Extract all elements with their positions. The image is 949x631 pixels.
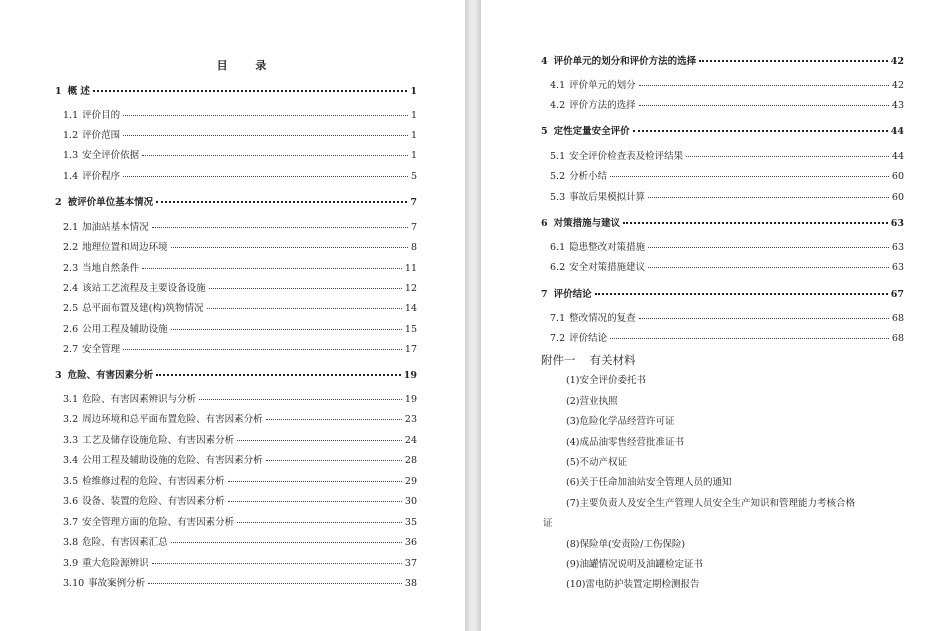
toc-leader-dots: [123, 107, 408, 116]
toc-entry-number: 1.2: [63, 130, 79, 141]
toc-entry-title: 安全对策措施建议: [569, 262, 646, 273]
toc-entry-number: 7.1: [550, 313, 566, 324]
toc-entry-title: 公用工程及辅助设施: [82, 324, 168, 335]
toc-leader-dots: [237, 432, 402, 441]
toc-entry-page: 11: [404, 263, 417, 274]
toc-entry-page: 29: [404, 476, 417, 487]
toc-entry-title: 检维修过程的危险、有害因素分析: [82, 476, 225, 487]
toc-entry-title: 工艺及储存设施危险、有害因素分析: [82, 435, 235, 446]
toc-entry-number: 2.6: [63, 324, 79, 335]
toc-entry-title: 危险、有害因素辨识与分析: [82, 394, 197, 405]
toc-leader-dots: [610, 330, 889, 339]
toc-entry-number: 1.4: [63, 171, 79, 182]
annex-item: (4)成品油零售经营批准证书: [566, 437, 684, 448]
toc-leader-dots: [228, 493, 402, 502]
toc-leader-dots: [171, 534, 402, 543]
toc-entry-number: 4.2: [550, 100, 566, 111]
toc-leader-dots: [152, 219, 408, 228]
toc-entry-number: 1.1: [63, 110, 79, 121]
toc-entry[interactable]: [55, 195, 417, 209]
toc-entry-title: 安全评价依据: [82, 150, 140, 161]
annex-heading: [541, 352, 636, 368]
toc-entry-number: 7.2: [550, 333, 566, 344]
toc-entry-page: 8: [410, 242, 417, 253]
toc-leader-dots: [237, 514, 402, 523]
toc-leader-dots: [171, 321, 402, 330]
toc-entry[interactable]: [550, 150, 904, 163]
annex-item: (2)营业执照: [566, 396, 618, 407]
toc-entry-number: 3.5: [63, 476, 79, 487]
toc-entry-title: 总平面布置及建(构)筑物情况: [82, 303, 204, 314]
toc-entry-title: 分析小结: [569, 171, 608, 182]
toc-entry-title: 评价方法的选择: [569, 100, 636, 111]
toc-entry-page: 19: [403, 370, 417, 381]
toc-entry[interactable]: [550, 261, 904, 274]
toc-entry-page: 36: [404, 537, 417, 548]
toc-leader-dots: [142, 260, 402, 269]
toc-entry-page: 24: [404, 435, 417, 446]
toc-entry[interactable]: [550, 170, 904, 183]
toc-entry-page: 1: [410, 150, 417, 161]
toc-entry-page: 35: [404, 517, 417, 528]
page-gutter: [465, 0, 481, 631]
annex-item: (5)不动产权证: [566, 457, 627, 468]
toc-leader-dots: [199, 391, 402, 400]
toc-entry-number: 3: [55, 370, 62, 381]
toc-entry-title: 危险、有害因素汇总: [82, 537, 168, 548]
toc-entry-number: 6.1: [550, 242, 566, 253]
toc-entry-number: 2: [55, 197, 62, 208]
toc-entry[interactable]: [55, 368, 417, 382]
toc-entry[interactable]: [550, 191, 904, 204]
toc-entry-number: 2.5: [63, 303, 79, 314]
toc-leader-dots: [610, 168, 889, 177]
toc-entry-page: 23: [404, 414, 417, 425]
toc-entry-page: 17: [404, 344, 417, 355]
toc-leader-dots: [209, 280, 402, 289]
toc-entry[interactable]: [63, 557, 417, 570]
toc-entry[interactable]: [550, 99, 904, 112]
toc-entry[interactable]: [63, 149, 417, 162]
toc-leader-dots: [595, 285, 888, 295]
toc-entry-page: 7: [410, 197, 417, 208]
toc-entry[interactable]: [541, 54, 904, 68]
toc-entry-title: 危险、有害因素分析: [67, 370, 154, 381]
toc-leader-dots: [639, 97, 889, 106]
toc-entry-number: 5.3: [550, 192, 566, 203]
toc-entry-number: 1: [55, 86, 62, 97]
toc-entry-number: 3.4: [63, 455, 79, 466]
toc-entry[interactable]: [63, 241, 417, 254]
toc-entry-page: 63: [891, 262, 904, 273]
toc-entry-title: 周边环境和总平面布置危险、有害因素分析: [82, 414, 263, 425]
toc-entry[interactable]: [63, 129, 417, 142]
toc-entry[interactable]: [550, 79, 904, 92]
toc-entry[interactable]: [63, 323, 417, 336]
toc-entry-number: 3.6: [63, 496, 79, 507]
toc-leader-dots: [142, 147, 408, 156]
toc-entry-page: 37: [404, 558, 417, 569]
toc-entry[interactable]: [63, 516, 417, 529]
toc-entry[interactable]: [63, 170, 417, 183]
toc-entry-number: 1.3: [63, 150, 79, 161]
toc-leader-dots: [148, 575, 402, 584]
annex-item: (6)关于任命加油站安全管理人员的通知: [566, 477, 732, 488]
toc-leader-dots: [93, 82, 407, 92]
toc-leader-dots: [152, 555, 402, 564]
toc-entry-number: 3.1: [63, 394, 79, 405]
toc-leader-dots: [266, 452, 402, 461]
annex-item: (7)主要负责人及安全生产管理人员安全生产知识和管理能力考核合格: [566, 498, 855, 509]
toc-entry-number: 5: [541, 126, 548, 137]
toc-entry-title: 安全管理方面的危险、有害因素分析: [82, 517, 235, 528]
toc-entry[interactable]: [63, 413, 417, 426]
toc-leader-dots: [699, 52, 888, 62]
toc-entry-number: 3.10: [63, 578, 85, 589]
annex-item: (3)危险化学品经营许可证: [566, 416, 675, 427]
toc-leader-dots: [123, 168, 408, 177]
toc-entry[interactable]: [63, 434, 417, 447]
toc-entry-number: 3.2: [63, 414, 79, 425]
toc-entry-number: 3.3: [63, 435, 79, 446]
toc-entry-number: 3.7: [63, 517, 79, 528]
toc-entry-page: 28: [404, 455, 417, 466]
toc-entry[interactable]: [541, 216, 904, 230]
toc-entry-number: 3.9: [63, 558, 79, 569]
toc-entry-page: 43: [891, 100, 904, 111]
toc-entry[interactable]: [541, 124, 904, 138]
toc-leader-dots: [207, 300, 402, 309]
toc-entry[interactable]: [550, 241, 904, 254]
toc-entry-title: 评价目的: [82, 110, 121, 121]
toc-leader-dots: [648, 259, 889, 268]
toc-entry-number: 3.8: [63, 537, 79, 548]
toc-entry[interactable]: [63, 221, 417, 234]
annex-item: (1)安全评价委托书: [566, 375, 646, 386]
toc-entry-page: 38: [404, 578, 417, 589]
toc-entry-page: 1: [410, 86, 417, 97]
toc-entry-page: 44: [890, 126, 904, 137]
toc-leader-dots: [633, 122, 888, 132]
toc-entry-page: 1: [410, 130, 417, 141]
toc-entry-page: 60: [891, 171, 904, 182]
toc-leader-dots: [228, 473, 402, 482]
toc-leader-dots: [171, 239, 408, 248]
toc-entry-title: 加油站基本情况: [82, 222, 149, 233]
toc-entry-title: 公用工程及辅助设施的危险、有害因素分析: [82, 455, 263, 466]
toc-entry-title: 评价范围: [82, 130, 121, 141]
toc-entry-page: 63: [891, 242, 904, 253]
toc-entry-title: 评价单元的划分: [569, 80, 636, 91]
toc-entry-title: 被评价单位基本情况: [67, 197, 154, 208]
toc-entry-page: 67: [890, 289, 904, 300]
toc-entry-number: 2.1: [63, 222, 79, 233]
toc-entry-number: 2.4: [63, 283, 79, 294]
toc-entry[interactable]: [550, 332, 904, 345]
toc-entry-title: 对策措施与建议: [553, 218, 621, 229]
toc-entry-page: 68: [891, 333, 904, 344]
toc-entry[interactable]: [63, 577, 417, 590]
toc-leader-dots: [686, 148, 889, 157]
toc-entry-title: 重大危险源辨识: [82, 558, 149, 569]
toc-entry-title: 事故后果模拟计算: [569, 192, 646, 203]
toc-leader-dots: [156, 366, 401, 376]
annex-item: (9)油罐情况说明及油罐检定证书: [566, 559, 703, 570]
toc-entry[interactable]: [63, 109, 417, 122]
toc-entry-number: 4: [541, 56, 548, 67]
toc-entry-title: 评价结论: [569, 333, 608, 344]
toc-entry-page: 42: [891, 80, 904, 91]
toc-entry-title: 安全管理: [82, 344, 121, 355]
annex-title: 有关材料: [589, 353, 636, 367]
toc-entry-page: 42: [890, 56, 904, 67]
toc-entry[interactable]: [541, 287, 904, 301]
toc-entry[interactable]: [63, 536, 417, 549]
toc-entry-title: 安全评价检查表及检评结果: [569, 151, 684, 162]
toc-leader-dots: [623, 214, 888, 224]
toc-entry[interactable]: [63, 495, 417, 508]
toc-entry-page: 5: [410, 171, 417, 182]
toc-entry-page: 19: [404, 394, 417, 405]
toc-leader-dots: [266, 411, 402, 420]
annex-item: 证: [543, 518, 553, 529]
toc-entry-page: 68: [891, 313, 904, 324]
toc-entry[interactable]: [63, 475, 417, 488]
toc-entry-number: 7: [541, 289, 548, 300]
toc-entry-title: 定性定量安全评价: [553, 126, 630, 137]
toc-leader-dots: [648, 239, 889, 248]
toc-entry-number: 5.2: [550, 171, 566, 182]
toc-entry-title: 设备、装置的危险、有害因素分析: [82, 496, 225, 507]
toc-entry[interactable]: [63, 343, 417, 356]
toc-entry-number: 6: [541, 218, 548, 229]
toc-entry-title: 当地自然条件: [82, 263, 140, 274]
toc-entry-number: 2.3: [63, 263, 79, 274]
toc-entry-page: 15: [404, 324, 417, 335]
toc-leader-dots: [156, 193, 407, 203]
toc-entry-number: 2.2: [63, 242, 79, 253]
toc-entry[interactable]: [63, 454, 417, 467]
toc-entry[interactable]: [63, 302, 417, 315]
toc-entry-page: 7: [410, 222, 417, 233]
toc-entry-title: 整改情况的复查: [569, 313, 636, 324]
annex-item: (8)保险单(安责险/工伤保险): [566, 539, 686, 550]
toc-entry-title: 评价结论: [553, 289, 592, 300]
annex-label: 附件一: [541, 353, 576, 367]
toc-entry-title: 评价程序: [82, 171, 121, 182]
toc-entry-page: 14: [404, 303, 417, 314]
toc-title: 目 录: [216, 59, 279, 72]
toc-entry-title: 地理位置和周边环境: [82, 242, 168, 253]
toc-entry-title: 概 述: [67, 86, 90, 97]
toc-entry-number: 4.1: [550, 80, 566, 91]
toc-entry-title: 隐患整改对策措施: [569, 242, 646, 253]
toc-entry[interactable]: [63, 282, 417, 295]
toc-entry[interactable]: [550, 312, 904, 325]
toc-entry-page: 1: [410, 110, 417, 121]
toc-entry-page: 60: [891, 192, 904, 203]
toc-entry-page: 12: [404, 283, 417, 294]
toc-leader-dots: [123, 127, 408, 136]
toc-leader-dots: [648, 189, 889, 198]
toc-entry-page: 63: [890, 218, 904, 229]
toc-leader-dots: [123, 341, 402, 350]
toc-entry-page: 44: [891, 151, 904, 162]
toc-entry[interactable]: [63, 393, 417, 406]
toc-entry-title: 该站工艺流程及主要设备设施: [82, 283, 206, 294]
toc-leader-dots: [639, 77, 889, 86]
toc-entry-title: 事故案例分析: [88, 578, 146, 589]
toc-entry-title: 评价单元的划分和评价方法的选择: [553, 56, 697, 67]
toc-leader-dots: [639, 310, 889, 319]
toc-entry-number: 5.1: [550, 151, 566, 162]
toc-entry-page: 30: [404, 496, 417, 507]
annex-item: (10)雷电防护装置定期检测报告: [566, 579, 700, 590]
toc-entry-number: 2.7: [63, 344, 79, 355]
toc-entry[interactable]: [55, 84, 417, 98]
toc-entry-number: 6.2: [550, 262, 566, 273]
toc-entry[interactable]: [63, 262, 417, 275]
